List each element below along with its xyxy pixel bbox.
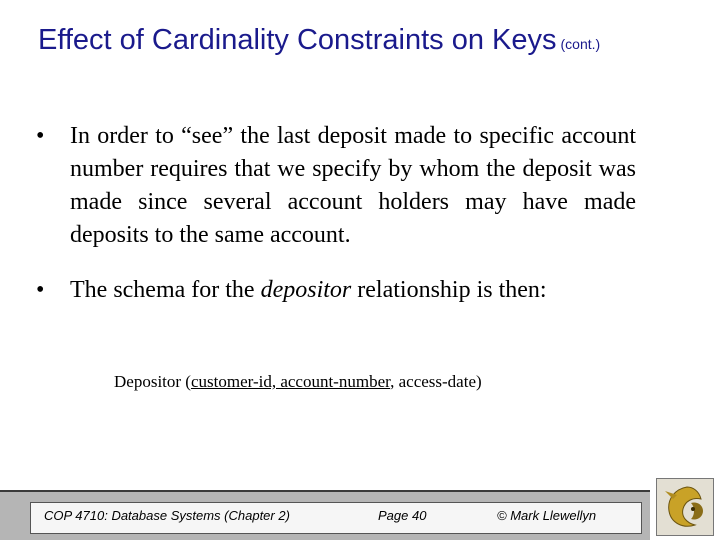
schema-definition [114,372,482,392]
bullet-text-emphasis: depositor [260,277,352,303]
bullet-text: In order to “see” the last deposit made to specific account number requires that we specify by whom the deposit was made since several account holders may have made deposits to the same account. [70,123,636,248]
schema-rest: , access-date) [390,372,482,391]
bullet-text-after: relationship is then: [351,277,547,303]
schema-open: ( [185,372,191,391]
footer-course: COP 4710: Database Systems (Chapter 2) [44,508,290,523]
bullet-dot: • [36,277,45,303]
ucf-pegasus-logo-icon [656,478,714,536]
bullet-list [36,120,636,307]
schema-key: customer-id, account-number [190,372,391,391]
slide-title [38,24,708,57]
footer-page: Page 40 [378,508,427,523]
schema-name: Depositor [114,372,182,391]
bullet-item [36,120,636,252]
bullet-text-before: The schema for the [70,277,261,303]
bullet-dot: • [36,123,45,149]
footer [0,490,720,540]
bullet-item [36,274,636,307]
footer-author: © Mark Llewellyn [497,508,597,523]
title-sub: (cont.) [560,36,601,52]
title-main: Effect of Cardinality Constraints on Keys [38,24,557,56]
